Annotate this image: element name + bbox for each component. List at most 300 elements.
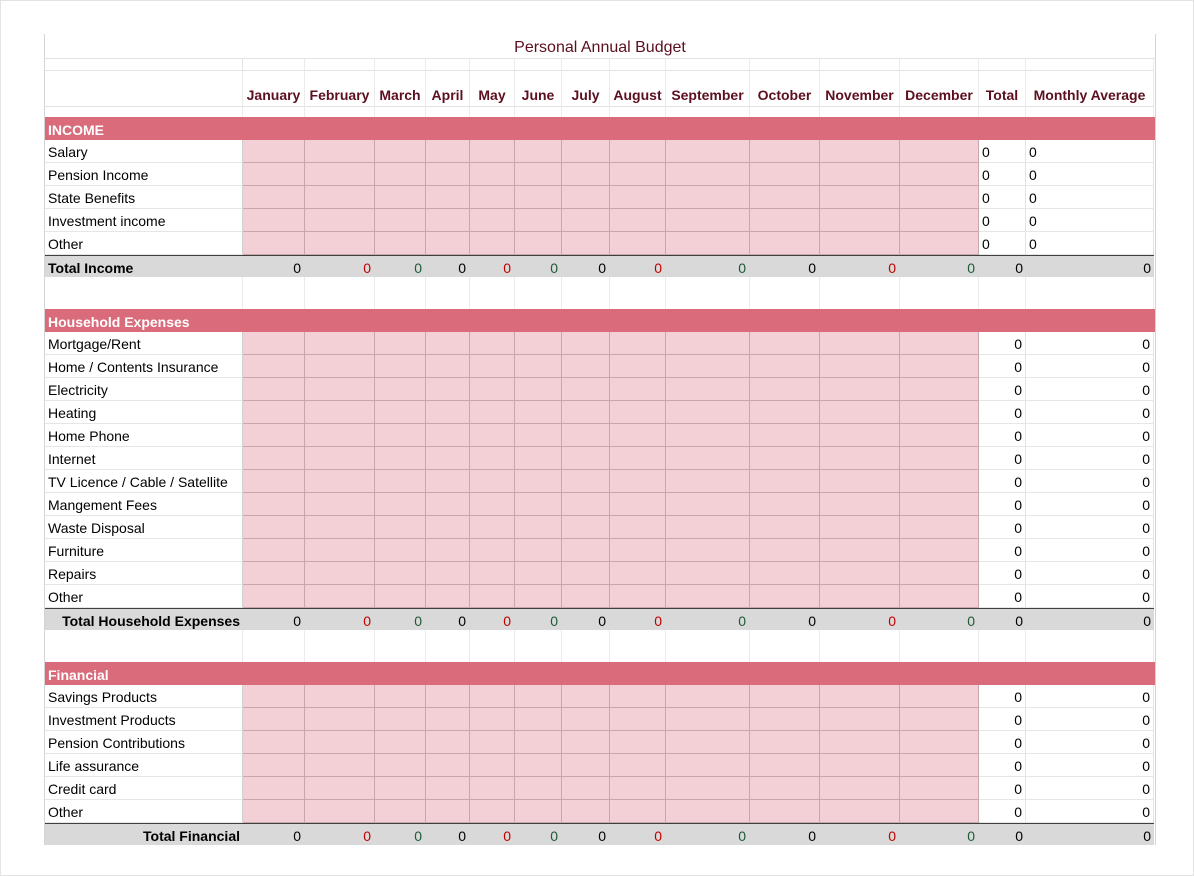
month-input-cell-november[interactable]: [820, 493, 900, 516]
month-input-cell-may[interactable]: [470, 777, 515, 800]
month-input-cell-may[interactable]: [470, 562, 515, 585]
month-input-cell-march[interactable]: [375, 424, 426, 447]
month-input-cell-november[interactable]: [820, 232, 900, 255]
month-input-cell-june[interactable]: [515, 470, 562, 493]
month-input-cell-january[interactable]: [243, 777, 305, 800]
month-input-cell-august[interactable]: [610, 539, 666, 562]
month-input-cell-january[interactable]: [243, 140, 305, 163]
month-input-cell-june[interactable]: [515, 355, 562, 378]
month-input-cell-september[interactable]: [666, 800, 750, 823]
month-input-cell-june[interactable]: [515, 585, 562, 608]
month-input-cell-october[interactable]: [750, 401, 820, 424]
month-input-cell-december[interactable]: [900, 209, 979, 232]
month-input-cell-august[interactable]: [610, 470, 666, 493]
month-total-february: 0: [305, 255, 375, 277]
month-input-cell-may[interactable]: [470, 685, 515, 708]
month-input-cell-may[interactable]: [470, 140, 515, 163]
month-input-cell-july[interactable]: [562, 447, 610, 470]
month-input-cell-april[interactable]: [426, 754, 470, 777]
month-input-cell-january[interactable]: [243, 232, 305, 255]
month-input-cell-june[interactable]: [515, 378, 562, 401]
month-input-cell-january[interactable]: [243, 731, 305, 754]
month-input-cell-november[interactable]: [820, 539, 900, 562]
month-input-cell-july[interactable]: [562, 378, 610, 401]
month-input-cell-september[interactable]: [666, 209, 750, 232]
month-input-cell-august[interactable]: [610, 401, 666, 424]
month-input-cell-april[interactable]: [426, 539, 470, 562]
month-input-cell-november[interactable]: [820, 800, 900, 823]
month-input-cell-october[interactable]: [750, 378, 820, 401]
month-input-cell-july[interactable]: [562, 754, 610, 777]
month-input-cell-december[interactable]: [900, 777, 979, 800]
column-header-august: August: [610, 71, 666, 107]
month-input-cell-august[interactable]: [610, 424, 666, 447]
month-input-cell-april[interactable]: [426, 355, 470, 378]
month-input-cell-may[interactable]: [470, 401, 515, 424]
month-input-cell-november[interactable]: [820, 685, 900, 708]
month-input-cell-december[interactable]: [900, 140, 979, 163]
month-input-cell-july[interactable]: [562, 493, 610, 516]
month-input-cell-july[interactable]: [562, 585, 610, 608]
month-input-cell-march[interactable]: [375, 800, 426, 823]
month-input-cell-december[interactable]: [900, 332, 979, 355]
month-input-cell-october[interactable]: [750, 562, 820, 585]
gap-cell: [979, 652, 1026, 662]
month-total-july: 0: [562, 255, 610, 277]
month-input-cell-july[interactable]: [562, 332, 610, 355]
month-input-cell-february[interactable]: [305, 800, 375, 823]
gap-cell: [666, 107, 750, 117]
month-input-cell-may[interactable]: [470, 447, 515, 470]
month-input-cell-july[interactable]: [562, 424, 610, 447]
table-row: [45, 424, 1155, 447]
month-input-cell-december[interactable]: [900, 539, 979, 562]
month-input-cell-june[interactable]: [515, 163, 562, 186]
month-input-cell-july[interactable]: [562, 539, 610, 562]
month-input-cell-december[interactable]: [900, 708, 979, 731]
month-input-cell-january[interactable]: [243, 355, 305, 378]
month-input-cell-march[interactable]: [375, 562, 426, 585]
month-input-cell-january[interactable]: [243, 186, 305, 209]
month-input-cell-june[interactable]: [515, 401, 562, 424]
month-input-cell-march[interactable]: [375, 708, 426, 731]
month-input-cell-september[interactable]: [666, 424, 750, 447]
month-input-cell-november[interactable]: [820, 378, 900, 401]
month-input-cell-august[interactable]: [610, 754, 666, 777]
month-input-cell-august[interactable]: [610, 493, 666, 516]
month-input-cell-july[interactable]: [562, 685, 610, 708]
month-input-cell-january[interactable]: [243, 539, 305, 562]
month-input-cell-january[interactable]: [243, 493, 305, 516]
month-input-cell-april[interactable]: [426, 163, 470, 186]
month-input-cell-june[interactable]: [515, 186, 562, 209]
month-input-cell-february[interactable]: [305, 186, 375, 209]
month-input-cell-july[interactable]: [562, 708, 610, 731]
month-input-cell-march[interactable]: [375, 754, 426, 777]
month-input-cell-december[interactable]: [900, 470, 979, 493]
month-input-cell-february[interactable]: [305, 777, 375, 800]
month-input-cell-january[interactable]: [243, 401, 305, 424]
month-input-cell-december[interactable]: [900, 562, 979, 585]
month-input-cell-september[interactable]: [666, 585, 750, 608]
table-row: [45, 209, 1155, 232]
month-input-cell-september[interactable]: [666, 401, 750, 424]
month-input-cell-january[interactable]: [243, 332, 305, 355]
month-input-cell-december[interactable]: [900, 731, 979, 754]
month-input-cell-june[interactable]: [515, 539, 562, 562]
month-input-cell-july[interactable]: [562, 516, 610, 539]
month-input-cell-november[interactable]: [820, 585, 900, 608]
month-input-cell-november[interactable]: [820, 355, 900, 378]
month-input-cell-august[interactable]: [610, 186, 666, 209]
blank-cell: [470, 630, 515, 652]
month-input-cell-august[interactable]: [610, 777, 666, 800]
month-input-cell-october[interactable]: [750, 355, 820, 378]
month-input-cell-january[interactable]: [243, 754, 305, 777]
month-input-cell-april[interactable]: [426, 777, 470, 800]
month-input-cell-february[interactable]: [305, 685, 375, 708]
month-input-cell-march[interactable]: [375, 401, 426, 424]
month-input-cell-june[interactable]: [515, 232, 562, 255]
row-label: Home Phone: [45, 424, 243, 447]
month-input-cell-may[interactable]: [470, 209, 515, 232]
month-input-cell-march[interactable]: [375, 539, 426, 562]
month-input-cell-december[interactable]: [900, 424, 979, 447]
month-input-cell-july[interactable]: [562, 355, 610, 378]
month-input-cell-april[interactable]: [426, 585, 470, 608]
blank-cell: [1026, 630, 1154, 652]
month-input-cell-march[interactable]: [375, 355, 426, 378]
month-input-cell-august[interactable]: [610, 355, 666, 378]
month-input-cell-december[interactable]: [900, 516, 979, 539]
month-input-cell-march[interactable]: [375, 685, 426, 708]
month-input-cell-april[interactable]: [426, 708, 470, 731]
month-input-cell-march[interactable]: [375, 470, 426, 493]
month-input-cell-february[interactable]: [305, 232, 375, 255]
month-input-cell-november[interactable]: [820, 562, 900, 585]
month-input-cell-august[interactable]: [610, 140, 666, 163]
month-input-cell-august[interactable]: [610, 163, 666, 186]
month-input-cell-september[interactable]: [666, 140, 750, 163]
month-input-cell-april[interactable]: [426, 562, 470, 585]
month-input-cell-october[interactable]: [750, 140, 820, 163]
month-input-cell-november[interactable]: [820, 447, 900, 470]
month-input-cell-september[interactable]: [666, 186, 750, 209]
month-input-cell-june[interactable]: [515, 800, 562, 823]
month-input-cell-may[interactable]: [470, 424, 515, 447]
month-input-cell-february[interactable]: [305, 516, 375, 539]
month-input-cell-september[interactable]: [666, 163, 750, 186]
month-input-cell-march[interactable]: [375, 186, 426, 209]
month-input-cell-april[interactable]: [426, 447, 470, 470]
month-input-cell-september[interactable]: [666, 447, 750, 470]
month-input-cell-july[interactable]: [562, 209, 610, 232]
month-input-cell-april[interactable]: [426, 493, 470, 516]
month-input-cell-october[interactable]: [750, 777, 820, 800]
month-input-cell-february[interactable]: [305, 401, 375, 424]
month-input-cell-september[interactable]: [666, 539, 750, 562]
month-input-cell-march[interactable]: [375, 140, 426, 163]
month-input-cell-january[interactable]: [243, 562, 305, 585]
month-input-cell-december[interactable]: [900, 355, 979, 378]
month-input-cell-july[interactable]: [562, 777, 610, 800]
month-input-cell-april[interactable]: [426, 731, 470, 754]
month-input-cell-september[interactable]: [666, 516, 750, 539]
month-input-cell-november[interactable]: [820, 424, 900, 447]
month-input-cell-july[interactable]: [562, 731, 610, 754]
month-input-cell-june[interactable]: [515, 516, 562, 539]
blank-cell: [750, 277, 820, 299]
month-input-cell-may[interactable]: [470, 539, 515, 562]
month-input-cell-may[interactable]: [470, 378, 515, 401]
month-input-cell-october[interactable]: [750, 232, 820, 255]
month-input-cell-december[interactable]: [900, 493, 979, 516]
month-input-cell-february[interactable]: [305, 708, 375, 731]
month-input-cell-april[interactable]: [426, 470, 470, 493]
month-input-cell-may[interactable]: [470, 800, 515, 823]
month-input-cell-august[interactable]: [610, 685, 666, 708]
month-input-cell-february[interactable]: [305, 539, 375, 562]
month-input-cell-december[interactable]: [900, 754, 979, 777]
month-input-cell-february[interactable]: [305, 209, 375, 232]
month-input-cell-march[interactable]: [375, 378, 426, 401]
month-input-cell-may[interactable]: [470, 232, 515, 255]
month-input-cell-december[interactable]: [900, 401, 979, 424]
month-input-cell-march[interactable]: [375, 209, 426, 232]
month-input-cell-may[interactable]: [470, 355, 515, 378]
month-input-cell-november[interactable]: [820, 708, 900, 731]
month-input-cell-december[interactable]: [900, 447, 979, 470]
month-input-cell-january[interactable]: [243, 800, 305, 823]
month-input-cell-october[interactable]: [750, 539, 820, 562]
month-input-cell-august[interactable]: [610, 332, 666, 355]
month-input-cell-december[interactable]: [900, 232, 979, 255]
month-input-cell-march[interactable]: [375, 493, 426, 516]
month-input-cell-april[interactable]: [426, 424, 470, 447]
month-input-cell-march[interactable]: [375, 163, 426, 186]
month-input-cell-june[interactable]: [515, 708, 562, 731]
month-input-cell-february[interactable]: [305, 447, 375, 470]
month-input-cell-february[interactable]: [305, 163, 375, 186]
month-input-cell-february[interactable]: [305, 493, 375, 516]
gap-cell: [375, 652, 426, 662]
month-input-cell-july[interactable]: [562, 140, 610, 163]
row-total-cell: 0: [979, 378, 1026, 401]
month-input-cell-december[interactable]: [900, 585, 979, 608]
month-input-cell-may[interactable]: [470, 754, 515, 777]
month-input-cell-may[interactable]: [470, 163, 515, 186]
month-input-cell-september[interactable]: [666, 355, 750, 378]
month-input-cell-october[interactable]: [750, 685, 820, 708]
month-input-cell-november[interactable]: [820, 163, 900, 186]
month-input-cell-september[interactable]: [666, 685, 750, 708]
month-input-cell-september[interactable]: [666, 754, 750, 777]
month-input-cell-march[interactable]: [375, 516, 426, 539]
month-input-cell-january[interactable]: [243, 470, 305, 493]
month-input-cell-september[interactable]: [666, 470, 750, 493]
month-input-cell-february[interactable]: [305, 355, 375, 378]
month-input-cell-june[interactable]: [515, 424, 562, 447]
month-input-cell-august[interactable]: [610, 209, 666, 232]
month-input-cell-november[interactable]: [820, 754, 900, 777]
month-input-cell-february[interactable]: [305, 585, 375, 608]
month-input-cell-september[interactable]: [666, 493, 750, 516]
month-input-cell-march[interactable]: [375, 332, 426, 355]
month-input-cell-april[interactable]: [426, 378, 470, 401]
month-input-cell-december[interactable]: [900, 378, 979, 401]
month-input-cell-april[interactable]: [426, 685, 470, 708]
blank-cell: [375, 277, 426, 299]
month-input-cell-july[interactable]: [562, 800, 610, 823]
month-input-cell-february[interactable]: [305, 470, 375, 493]
month-input-cell-february[interactable]: [305, 731, 375, 754]
month-input-cell-august[interactable]: [610, 731, 666, 754]
month-input-cell-july[interactable]: [562, 186, 610, 209]
month-input-cell-april[interactable]: [426, 332, 470, 355]
month-input-cell-august[interactable]: [610, 708, 666, 731]
month-input-cell-november[interactable]: [820, 140, 900, 163]
month-input-cell-april[interactable]: [426, 186, 470, 209]
month-input-cell-may[interactable]: [470, 731, 515, 754]
row-total-cell: 0: [979, 516, 1026, 539]
month-input-cell-july[interactable]: [562, 232, 610, 255]
gap-cell: [426, 652, 470, 662]
month-input-cell-august[interactable]: [610, 378, 666, 401]
month-input-cell-september[interactable]: [666, 332, 750, 355]
month-input-cell-january[interactable]: [243, 209, 305, 232]
row-average-cell: 0: [1026, 424, 1154, 447]
month-input-cell-october[interactable]: [750, 585, 820, 608]
month-input-cell-october[interactable]: [750, 163, 820, 186]
month-input-cell-october[interactable]: [750, 754, 820, 777]
month-input-cell-april[interactable]: [426, 209, 470, 232]
month-input-cell-november[interactable]: [820, 470, 900, 493]
month-input-cell-february[interactable]: [305, 140, 375, 163]
month-input-cell-december[interactable]: [900, 186, 979, 209]
month-input-cell-january[interactable]: [243, 378, 305, 401]
month-input-cell-april[interactable]: [426, 232, 470, 255]
month-input-cell-june[interactable]: [515, 447, 562, 470]
month-input-cell-march[interactable]: [375, 585, 426, 608]
month-input-cell-february[interactable]: [305, 562, 375, 585]
month-input-cell-june[interactable]: [515, 731, 562, 754]
month-input-cell-may[interactable]: [470, 186, 515, 209]
month-input-cell-september[interactable]: [666, 378, 750, 401]
month-input-cell-may[interactable]: [470, 493, 515, 516]
month-input-cell-september[interactable]: [666, 708, 750, 731]
month-input-cell-may[interactable]: [470, 516, 515, 539]
month-input-cell-december[interactable]: [900, 685, 979, 708]
month-input-cell-july[interactable]: [562, 163, 610, 186]
gap-cell: [562, 652, 610, 662]
month-input-cell-august[interactable]: [610, 562, 666, 585]
month-input-cell-june[interactable]: [515, 562, 562, 585]
month-input-cell-february[interactable]: [305, 332, 375, 355]
month-input-cell-january[interactable]: [243, 424, 305, 447]
month-input-cell-november[interactable]: [820, 209, 900, 232]
month-input-cell-august[interactable]: [610, 447, 666, 470]
month-input-cell-november[interactable]: [820, 731, 900, 754]
month-input-cell-january[interactable]: [243, 708, 305, 731]
month-input-cell-august[interactable]: [610, 232, 666, 255]
month-input-cell-january[interactable]: [243, 447, 305, 470]
month-input-cell-september[interactable]: [666, 731, 750, 754]
month-input-cell-october[interactable]: [750, 800, 820, 823]
column-header-february: February: [305, 71, 375, 107]
month-input-cell-july[interactable]: [562, 401, 610, 424]
month-input-cell-may[interactable]: [470, 585, 515, 608]
month-input-cell-march[interactable]: [375, 447, 426, 470]
month-input-cell-october[interactable]: [750, 424, 820, 447]
month-input-cell-october[interactable]: [750, 708, 820, 731]
month-input-cell-june[interactable]: [515, 493, 562, 516]
month-input-cell-february[interactable]: [305, 424, 375, 447]
month-input-cell-november[interactable]: [820, 186, 900, 209]
table-row: [45, 585, 1155, 608]
row-average-cell: 0: [1026, 708, 1154, 731]
month-input-cell-november[interactable]: [820, 516, 900, 539]
month-input-cell-june[interactable]: [515, 140, 562, 163]
month-input-cell-february[interactable]: [305, 378, 375, 401]
month-input-cell-may[interactable]: [470, 470, 515, 493]
month-input-cell-july[interactable]: [562, 562, 610, 585]
month-input-cell-september[interactable]: [666, 562, 750, 585]
month-input-cell-june[interactable]: [515, 209, 562, 232]
month-input-cell-november[interactable]: [820, 332, 900, 355]
month-input-cell-march[interactable]: [375, 731, 426, 754]
month-input-cell-october[interactable]: [750, 731, 820, 754]
month-input-cell-october[interactable]: [750, 332, 820, 355]
table-row: [45, 355, 1155, 378]
month-input-cell-march[interactable]: [375, 777, 426, 800]
month-input-cell-october[interactable]: [750, 470, 820, 493]
month-input-cell-october[interactable]: [750, 493, 820, 516]
month-input-cell-june[interactable]: [515, 332, 562, 355]
month-input-cell-january[interactable]: [243, 163, 305, 186]
month-input-cell-april[interactable]: [426, 401, 470, 424]
month-input-cell-may[interactable]: [470, 708, 515, 731]
month-input-cell-january[interactable]: [243, 685, 305, 708]
month-input-cell-april[interactable]: [426, 516, 470, 539]
month-input-cell-april[interactable]: [426, 140, 470, 163]
month-input-cell-october[interactable]: [750, 186, 820, 209]
month-input-cell-september[interactable]: [666, 232, 750, 255]
month-input-cell-april[interactable]: [426, 800, 470, 823]
month-input-cell-december[interactable]: [900, 800, 979, 823]
month-input-cell-october[interactable]: [750, 516, 820, 539]
month-input-cell-march[interactable]: [375, 232, 426, 255]
month-input-cell-january[interactable]: [243, 585, 305, 608]
month-input-cell-june[interactable]: [515, 777, 562, 800]
month-input-cell-august[interactable]: [610, 800, 666, 823]
month-input-cell-january[interactable]: [243, 516, 305, 539]
month-input-cell-november[interactable]: [820, 777, 900, 800]
month-input-cell-may[interactable]: [470, 332, 515, 355]
row-total-cell: 0: [979, 163, 1026, 186]
month-input-cell-october[interactable]: [750, 209, 820, 232]
month-input-cell-august[interactable]: [610, 516, 666, 539]
month-input-cell-december[interactable]: [900, 163, 979, 186]
month-input-cell-june[interactable]: [515, 685, 562, 708]
month-input-cell-february[interactable]: [305, 754, 375, 777]
month-input-cell-august[interactable]: [610, 585, 666, 608]
row-total-cell: 0: [979, 493, 1026, 516]
month-input-cell-november[interactable]: [820, 401, 900, 424]
month-input-cell-june[interactable]: [515, 754, 562, 777]
month-input-cell-july[interactable]: [562, 470, 610, 493]
month-input-cell-september[interactable]: [666, 777, 750, 800]
month-input-cell-october[interactable]: [750, 447, 820, 470]
